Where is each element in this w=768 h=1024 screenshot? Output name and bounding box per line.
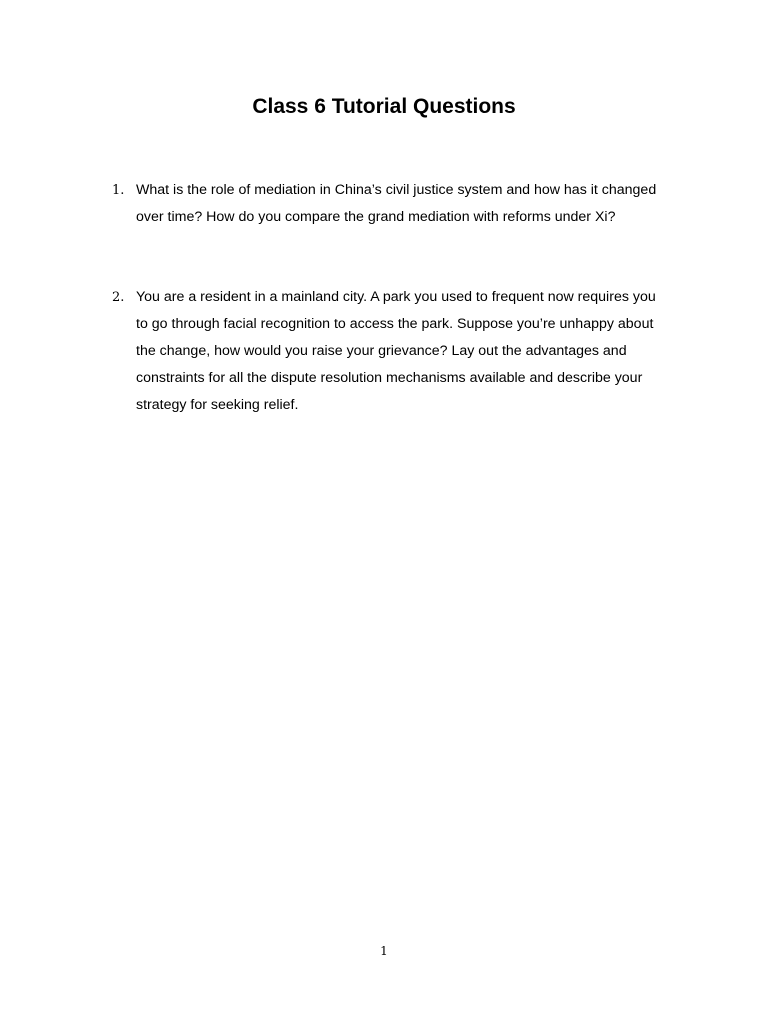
question-number: 1.: [112, 183, 125, 198]
document-title: Class 6 Tutorial Questions: [252, 95, 516, 118]
page-number: 1: [380, 944, 388, 958]
question-text: You are a resident in a mainland city. A park you used to frequent now requires you to go through facial recognition to access the park. Suppose you’re unhappy about the change, how would you raise your grievance? Lay out the advantages and constraints for all the dispute resolution mechanisms available and describe your strategy for seeking relief.: [136, 289, 656, 413]
question-number: 2.: [112, 290, 125, 305]
question-text: What is the role of mediation in China’s civil justice system and how has it changed over time? How do you compare the grand mediation with reforms under Xi?: [136, 182, 657, 225]
